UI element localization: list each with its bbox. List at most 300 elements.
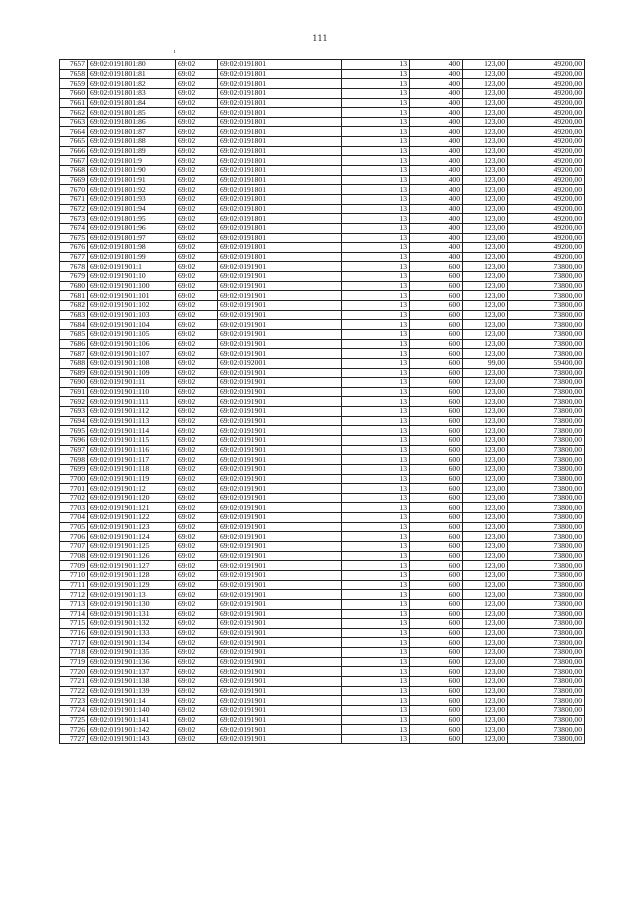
cadastral-number-cell: 69:02:0191801:98: [88, 243, 176, 253]
total-cell: 49200,00: [508, 233, 585, 243]
price-cell: 123,00: [463, 108, 508, 118]
table-row: [60, 628, 585, 638]
area-cell: 400: [410, 88, 463, 98]
area-cell: 400: [410, 204, 463, 214]
category-cell: 13: [342, 127, 410, 137]
table-row: [60, 725, 585, 735]
cadastral-number-cell: 69:02:0191901:107: [88, 349, 176, 359]
area-cell: 600: [410, 609, 463, 619]
table-row: [60, 88, 585, 98]
total-cell: 49200,00: [508, 60, 585, 70]
area-cell: 600: [410, 291, 463, 301]
total-cell: 49200,00: [508, 88, 585, 98]
price-cell: 123,00: [463, 686, 508, 696]
quarter-cell: 69:02:0191801: [218, 243, 342, 253]
table-row: [60, 378, 585, 388]
row-number-cell: 7702: [60, 493, 88, 503]
price-cell: 123,00: [463, 445, 508, 455]
total-cell: 49200,00: [508, 156, 585, 166]
quarter-cell: 69:02:0191901: [218, 696, 342, 706]
category-cell: 13: [342, 349, 410, 359]
total-cell: 73800,00: [508, 648, 585, 658]
total-cell: 49200,00: [508, 166, 585, 176]
cadastral-number-cell: 69:02:0191901:128: [88, 570, 176, 580]
area-cell: 400: [410, 146, 463, 156]
district-code-cell: 69:02: [176, 667, 218, 677]
price-cell: 123,00: [463, 705, 508, 715]
cadastral-number-cell: 69:02:0191801:83: [88, 88, 176, 98]
total-cell: 49200,00: [508, 108, 585, 118]
district-code-cell: 69:02: [176, 329, 218, 339]
table-row: [60, 513, 585, 523]
total-cell: 73800,00: [508, 522, 585, 532]
price-cell: 123,00: [463, 407, 508, 417]
quarter-cell: 69:02:0191901: [218, 551, 342, 561]
district-code-cell: 69:02: [176, 455, 218, 465]
district-code-cell: 69:02: [176, 397, 218, 407]
cadastral-number-cell: 69:02:0191801:93: [88, 194, 176, 204]
price-cell: 123,00: [463, 435, 508, 445]
category-cell: 13: [342, 243, 410, 253]
row-number-cell: 7657: [60, 60, 88, 70]
quarter-cell: 69:02:0191801: [218, 69, 342, 79]
quarter-cell: 69:02:0191901: [218, 262, 342, 272]
quarter-cell: 69:02:0191801: [218, 108, 342, 118]
district-code-cell: 69:02: [176, 474, 218, 484]
price-cell: 123,00: [463, 310, 508, 320]
district-code-cell: 69:02: [176, 368, 218, 378]
row-number-cell: 7725: [60, 715, 88, 725]
category-cell: 13: [342, 60, 410, 70]
quarter-cell: 69:02:0191901: [218, 281, 342, 291]
table-row: [60, 185, 585, 195]
price-cell: 123,00: [463, 532, 508, 542]
category-cell: 13: [342, 301, 410, 311]
table-row: [60, 532, 585, 542]
table-row: [60, 310, 585, 320]
row-number-cell: 7664: [60, 127, 88, 137]
price-cell: 123,00: [463, 185, 508, 195]
row-number-cell: 7711: [60, 580, 88, 590]
area-cell: 600: [410, 599, 463, 609]
price-cell: 123,00: [463, 580, 508, 590]
price-cell: 123,00: [463, 272, 508, 282]
price-cell: 123,00: [463, 281, 508, 291]
district-code-cell: 69:02: [176, 378, 218, 388]
price-cell: 123,00: [463, 175, 508, 185]
cadastral-number-cell: 69:02:0191901:104: [88, 320, 176, 330]
cadastral-number-cell: 69:02:0191901:122: [88, 513, 176, 523]
table-row: [60, 214, 585, 224]
row-number-cell: 7661: [60, 98, 88, 108]
total-cell: 73800,00: [508, 677, 585, 687]
table-row: [60, 272, 585, 282]
row-number-cell: 7667: [60, 156, 88, 166]
area-cell: 400: [410, 60, 463, 70]
table-row: [60, 166, 585, 176]
total-cell: 73800,00: [508, 580, 585, 590]
price-cell: 123,00: [463, 734, 508, 744]
district-code-cell: 69:02: [176, 98, 218, 108]
total-cell: 73800,00: [508, 378, 585, 388]
table-row: [60, 301, 585, 311]
cadastral-number-cell: 69:02:0191801:82: [88, 79, 176, 89]
total-cell: 73800,00: [508, 542, 585, 552]
area-cell: 600: [410, 407, 463, 417]
total-cell: 73800,00: [508, 281, 585, 291]
row-number-cell: 7726: [60, 725, 88, 735]
district-code-cell: 69:02: [176, 590, 218, 600]
price-cell: 123,00: [463, 590, 508, 600]
category-cell: 13: [342, 291, 410, 301]
cadastral-number-cell: 69:02:0191901:108: [88, 358, 176, 368]
area-cell: 600: [410, 387, 463, 397]
price-cell: 123,00: [463, 137, 508, 147]
cadastral-number-cell: 69:02:0191801:84: [88, 98, 176, 108]
cadastral-number-cell: 69:02:0191901:114: [88, 426, 176, 436]
quarter-cell: 69:02:0191801: [218, 175, 342, 185]
area-cell: 600: [410, 570, 463, 580]
cadastral-number-cell: 69:02:0191901:138: [88, 677, 176, 687]
row-number-cell: 7723: [60, 696, 88, 706]
price-cell: 123,00: [463, 638, 508, 648]
price-cell: 123,00: [463, 455, 508, 465]
total-cell: 73800,00: [508, 667, 585, 677]
row-number-cell: 7716: [60, 628, 88, 638]
row-number-cell: 7691: [60, 387, 88, 397]
cadastral-number-cell: 69:02:0191901:118: [88, 464, 176, 474]
district-code-cell: 69:02: [176, 281, 218, 291]
total-cell: 49200,00: [508, 146, 585, 156]
category-cell: 13: [342, 407, 410, 417]
table-row: [60, 561, 585, 571]
quarter-cell: 69:02:0191901: [218, 532, 342, 542]
category-cell: 13: [342, 561, 410, 571]
category-cell: 13: [342, 185, 410, 195]
district-code-cell: 69:02: [176, 69, 218, 79]
district-code-cell: 69:02: [176, 464, 218, 474]
category-cell: 13: [342, 214, 410, 224]
quarter-cell: 69:02:0191901: [218, 416, 342, 426]
total-cell: 73800,00: [508, 339, 585, 349]
category-cell: 13: [342, 464, 410, 474]
table-row: [60, 407, 585, 417]
category-cell: 13: [342, 320, 410, 330]
table-row: [60, 426, 585, 436]
table-row: [60, 204, 585, 214]
price-cell: 123,00: [463, 223, 508, 233]
row-number-cell: 7670: [60, 185, 88, 195]
total-cell: 73800,00: [508, 493, 585, 503]
area-cell: 600: [410, 628, 463, 638]
table-row: [60, 117, 585, 127]
price-cell: 123,00: [463, 696, 508, 706]
district-code-cell: 69:02: [176, 696, 218, 706]
table-row: [60, 194, 585, 204]
quarter-cell: 69:02:0191901: [218, 628, 342, 638]
category-cell: 13: [342, 667, 410, 677]
cadastral-number-cell: 69:02:0191901:120: [88, 493, 176, 503]
area-cell: 600: [410, 416, 463, 426]
row-number-cell: 7720: [60, 667, 88, 677]
area-cell: 400: [410, 243, 463, 253]
quarter-cell: 69:02:0191801: [218, 204, 342, 214]
area-cell: 400: [410, 117, 463, 127]
quarter-cell: 69:02:0191901: [218, 561, 342, 571]
quarter-cell: 69:02:0191901: [218, 291, 342, 301]
district-code-cell: 69:02: [176, 686, 218, 696]
quarter-cell: 69:02:0191801: [218, 137, 342, 147]
total-cell: 73800,00: [508, 628, 585, 638]
category-cell: 13: [342, 223, 410, 233]
price-cell: 123,00: [463, 570, 508, 580]
quarter-cell: 69:02:0191901: [218, 397, 342, 407]
area-cell: 600: [410, 590, 463, 600]
total-cell: 49200,00: [508, 137, 585, 147]
table-row: [60, 127, 585, 137]
district-code-cell: 69:02: [176, 609, 218, 619]
table-row: [60, 416, 585, 426]
row-number-cell: 7669: [60, 175, 88, 185]
cadastral-number-cell: 69:02:0191901:135: [88, 648, 176, 658]
district-code-cell: 69:02: [176, 291, 218, 301]
row-number-cell: 7707: [60, 542, 88, 552]
district-code-cell: 69:02: [176, 532, 218, 542]
price-cell: 123,00: [463, 715, 508, 725]
quarter-cell: 69:02:0191901: [218, 657, 342, 667]
category-cell: 13: [342, 156, 410, 166]
total-cell: 73800,00: [508, 532, 585, 542]
cadastral-number-cell: 69:02:0191901:116: [88, 445, 176, 455]
row-number-cell: 7658: [60, 69, 88, 79]
area-cell: 600: [410, 358, 463, 368]
quarter-cell: 69:02:0191901: [218, 503, 342, 513]
row-number-cell: 7681: [60, 291, 88, 301]
district-code-cell: 69:02: [176, 214, 218, 224]
cadastral-number-cell: 69:02:0191901:133: [88, 628, 176, 638]
price-cell: 123,00: [463, 397, 508, 407]
area-cell: 600: [410, 493, 463, 503]
area-cell: 600: [410, 715, 463, 725]
price-cell: 123,00: [463, 484, 508, 494]
total-cell: 73800,00: [508, 619, 585, 629]
table-row: [60, 146, 585, 156]
row-number-cell: 7721: [60, 677, 88, 687]
category-cell: 13: [342, 329, 410, 339]
cadastral-number-cell: 69:02:0191901:111: [88, 397, 176, 407]
area-cell: 400: [410, 214, 463, 224]
price-cell: 123,00: [463, 291, 508, 301]
area-cell: 600: [410, 725, 463, 735]
row-number-cell: 7690: [60, 378, 88, 388]
table-row: [60, 522, 585, 532]
district-code-cell: 69:02: [176, 387, 218, 397]
cadastral-number-cell: 69:02:0191901:126: [88, 551, 176, 561]
area-cell: 600: [410, 532, 463, 542]
table-row: [60, 484, 585, 494]
total-cell: 73800,00: [508, 638, 585, 648]
table-row: [60, 580, 585, 590]
area-cell: 600: [410, 522, 463, 532]
cadastral-number-cell: 69:02:0191901:13: [88, 590, 176, 600]
category-cell: 13: [342, 117, 410, 127]
total-cell: 73800,00: [508, 705, 585, 715]
district-code-cell: 69:02: [176, 619, 218, 629]
district-code-cell: 69:02: [176, 252, 218, 262]
total-cell: 73800,00: [508, 455, 585, 465]
area-cell: 600: [410, 638, 463, 648]
district-code-cell: 69:02: [176, 166, 218, 176]
row-number-cell: 7708: [60, 551, 88, 561]
district-code-cell: 69:02: [176, 243, 218, 253]
category-cell: 13: [342, 551, 410, 561]
district-code-cell: 69:02: [176, 185, 218, 195]
quarter-cell: 69:02:0191901: [218, 272, 342, 282]
row-number-cell: 7713: [60, 599, 88, 609]
area-cell: 600: [410, 503, 463, 513]
total-cell: 73800,00: [508, 272, 585, 282]
district-code-cell: 69:02: [176, 88, 218, 98]
table-row: [60, 667, 585, 677]
table-row: [60, 493, 585, 503]
district-code-cell: 69:02: [176, 262, 218, 272]
price-cell: 123,00: [463, 657, 508, 667]
scan-mark: [174, 50, 175, 53]
cadastral-number-cell: 69:02:0191801:87: [88, 127, 176, 137]
quarter-cell: 69:02:0191901: [218, 725, 342, 735]
row-number-cell: 7696: [60, 435, 88, 445]
row-number-cell: 7714: [60, 609, 88, 619]
row-number-cell: 7672: [60, 204, 88, 214]
row-number-cell: 7673: [60, 214, 88, 224]
area-cell: 600: [410, 262, 463, 272]
total-cell: 49200,00: [508, 69, 585, 79]
price-cell: 123,00: [463, 214, 508, 224]
quarter-cell: 69:02:0191901: [218, 339, 342, 349]
cadastral-number-cell: 69:02:0191901:131: [88, 609, 176, 619]
area-cell: 600: [410, 281, 463, 291]
category-cell: 13: [342, 445, 410, 455]
district-code-cell: 69:02: [176, 175, 218, 185]
category-cell: 13: [342, 484, 410, 494]
price-cell: 123,00: [463, 503, 508, 513]
total-cell: 73800,00: [508, 484, 585, 494]
cadastral-number-cell: 69:02:0191901:103: [88, 310, 176, 320]
price-cell: 123,00: [463, 117, 508, 127]
row-number-cell: 7705: [60, 522, 88, 532]
table-row: [60, 715, 585, 725]
category-cell: 13: [342, 281, 410, 291]
category-cell: 13: [342, 609, 410, 619]
parcel-register-table: [59, 59, 585, 744]
price-cell: 123,00: [463, 493, 508, 503]
quarter-cell: 69:02:0191901: [218, 715, 342, 725]
table-row: [60, 368, 585, 378]
table-row: [60, 252, 585, 262]
total-cell: 49200,00: [508, 127, 585, 137]
total-cell: 73800,00: [508, 561, 585, 571]
row-number-cell: 7668: [60, 166, 88, 176]
row-number-cell: 7662: [60, 108, 88, 118]
cadastral-number-cell: 69:02:0191901:123: [88, 522, 176, 532]
row-number-cell: 7715: [60, 619, 88, 629]
cadastral-number-cell: 69:02:0191801:81: [88, 69, 176, 79]
row-number-cell: 7692: [60, 397, 88, 407]
quarter-cell: 69:02:0191901: [218, 638, 342, 648]
district-code-cell: 69:02: [176, 484, 218, 494]
price-cell: 123,00: [463, 301, 508, 311]
category-cell: 13: [342, 69, 410, 79]
category-cell: 13: [342, 474, 410, 484]
total-cell: 49200,00: [508, 98, 585, 108]
area-cell: 600: [410, 734, 463, 744]
district-code-cell: 69:02: [176, 137, 218, 147]
district-code-cell: 69:02: [176, 272, 218, 282]
category-cell: 13: [342, 368, 410, 378]
row-number-cell: 7682: [60, 301, 88, 311]
cadastral-number-cell: 69:02:0191801:99: [88, 252, 176, 262]
district-code-cell: 69:02: [176, 204, 218, 214]
area-cell: 400: [410, 127, 463, 137]
cadastral-number-cell: 69:02:0191901:132: [88, 619, 176, 629]
row-number-cell: 7706: [60, 532, 88, 542]
row-number-cell: 7700: [60, 474, 88, 484]
table-row: [60, 609, 585, 619]
price-cell: 123,00: [463, 464, 508, 474]
row-number-cell: 7701: [60, 484, 88, 494]
district-code-cell: 69:02: [176, 580, 218, 590]
price-cell: 123,00: [463, 339, 508, 349]
cadastral-number-cell: 69:02:0191901:137: [88, 667, 176, 677]
cadastral-number-cell: 69:02:0191801:85: [88, 108, 176, 118]
quarter-cell: 69:02:0191901: [218, 734, 342, 744]
quarter-cell: 69:02:0191901: [218, 435, 342, 445]
quarter-cell: 69:02:0191901: [218, 387, 342, 397]
category-cell: 13: [342, 426, 410, 436]
quarter-cell: 69:02:0191801: [218, 88, 342, 98]
table-row: [60, 551, 585, 561]
area-cell: 600: [410, 464, 463, 474]
district-code-cell: 69:02: [176, 503, 218, 513]
row-number-cell: 7697: [60, 445, 88, 455]
total-cell: 73800,00: [508, 590, 585, 600]
district-code-cell: 69:02: [176, 705, 218, 715]
cadastral-number-cell: 69:02:0191801:96: [88, 223, 176, 233]
row-number-cell: 7663: [60, 117, 88, 127]
total-cell: 73800,00: [508, 599, 585, 609]
cadastral-number-cell: 69:02:0191801:94: [88, 204, 176, 214]
category-cell: 13: [342, 378, 410, 388]
area-cell: 600: [410, 445, 463, 455]
price-cell: 123,00: [463, 426, 508, 436]
total-cell: 73800,00: [508, 464, 585, 474]
district-code-cell: 69:02: [176, 542, 218, 552]
area-cell: 400: [410, 233, 463, 243]
price-cell: 123,00: [463, 609, 508, 619]
category-cell: 13: [342, 252, 410, 262]
quarter-cell: 69:02:0191901: [218, 522, 342, 532]
quarter-cell: 69:02:0191901: [218, 493, 342, 503]
row-number-cell: 7727: [60, 734, 88, 744]
price-cell: 123,00: [463, 88, 508, 98]
quarter-cell: 69:02:0191901: [218, 445, 342, 455]
table-row: [60, 137, 585, 147]
table-row: [60, 503, 585, 513]
quarter-cell: 69:02:0191901: [218, 474, 342, 484]
quarter-cell: 69:02:0191801: [218, 146, 342, 156]
cadastral-number-cell: 69:02:0191901:139: [88, 686, 176, 696]
area-cell: 600: [410, 320, 463, 330]
